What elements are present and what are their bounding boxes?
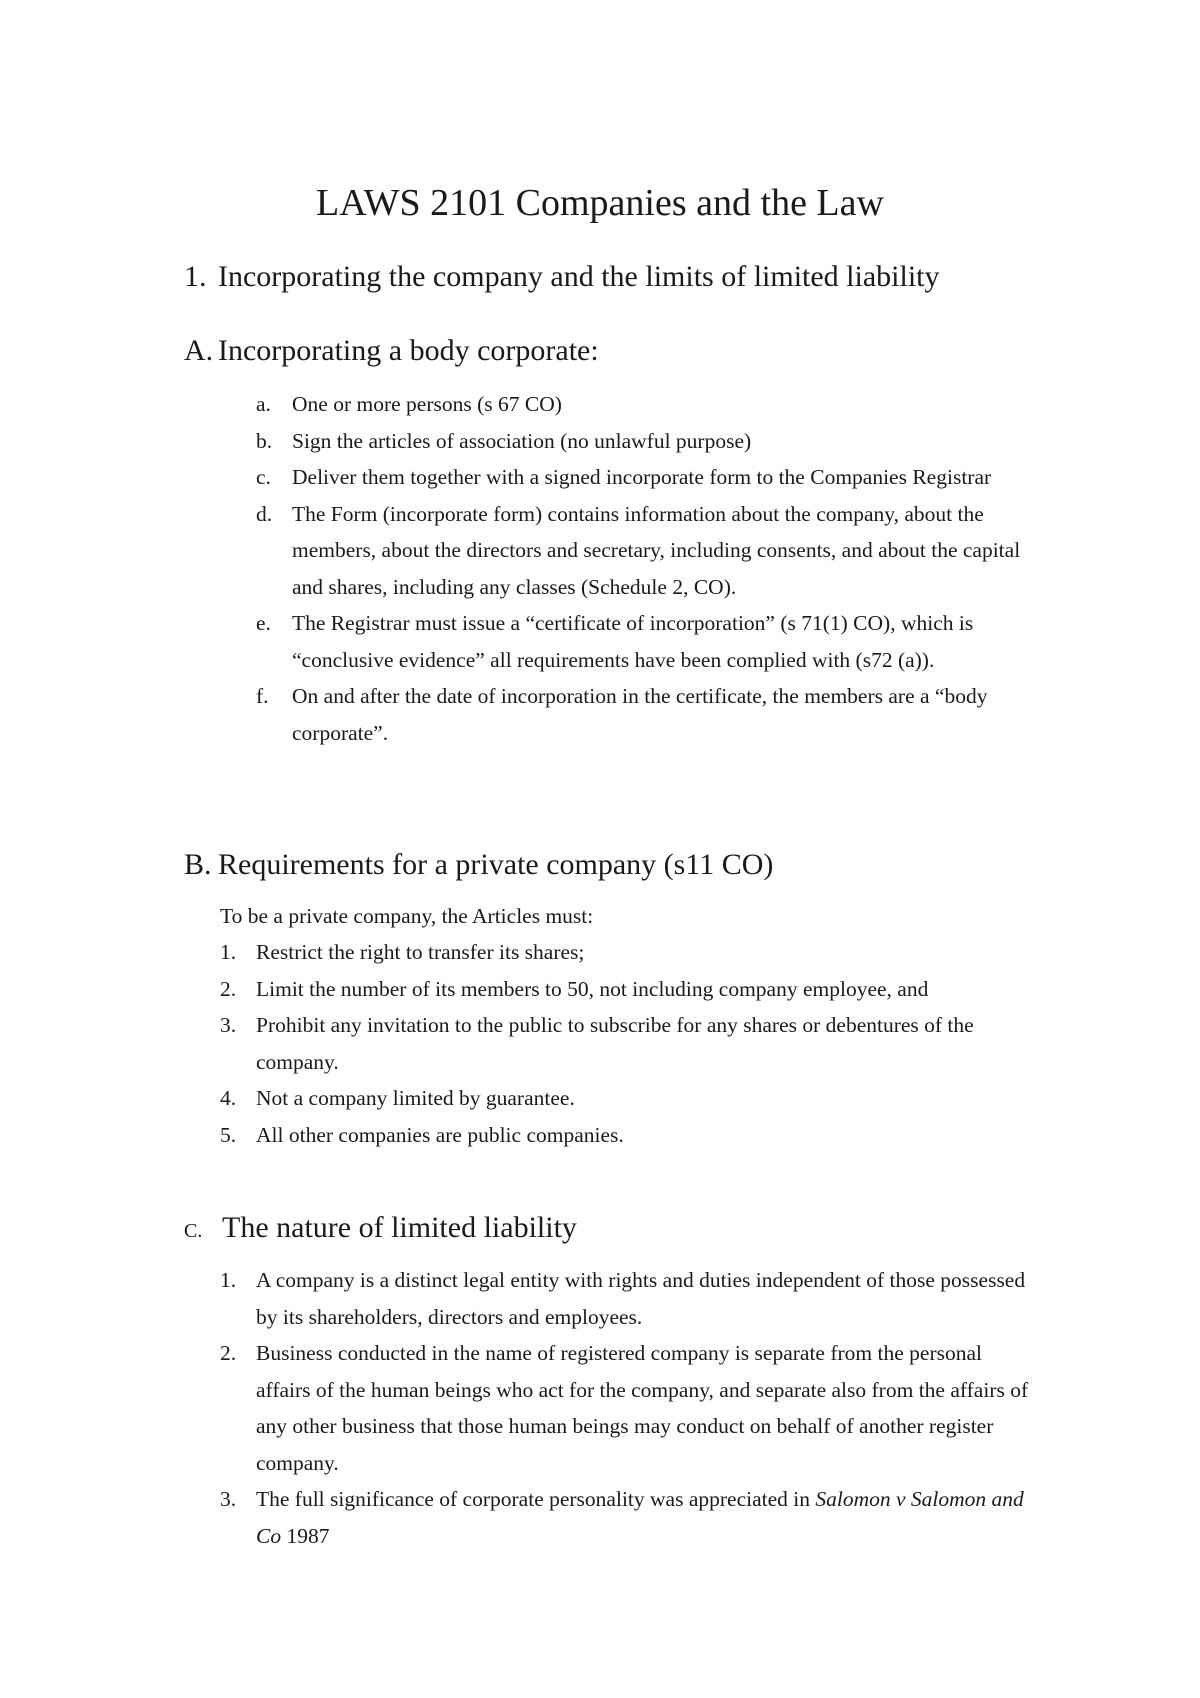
list-marker: a. xyxy=(256,392,271,416)
list-item-text: Deliver them together with a signed incorporate form to the Companies Registrar xyxy=(292,465,992,489)
list-marker: 4. xyxy=(220,1086,237,1110)
section-1-title: Incorporating the company and the limits of limited liability xyxy=(218,260,940,293)
list-item-text: A company is a distinct legal entity with rights and duties independent of those possessed by its shareholders, directors and employees. xyxy=(256,1268,1026,1329)
list-item-text: Limit the number of its members to 50, not including company employee, and xyxy=(256,976,929,1001)
list-item-text: On and after the date of incorporation in the certificate, the members are a “body corporate”. xyxy=(292,684,988,745)
section-1-heading xyxy=(184,258,940,296)
section-a-list xyxy=(256,386,1036,751)
section-c-number: C. xyxy=(184,1220,203,1242)
list-item-text: Restrict the right to transfer its shares; xyxy=(256,940,585,964)
list-item xyxy=(220,971,1040,1008)
list-item-text: Business conducted in the name of registered company is separate from the personal affairs of the human beings who act for the company, and separate also from the affairs of any other business that those human beings may conduct on behalf of another register company. xyxy=(256,1341,1029,1475)
list-marker: d. xyxy=(256,501,273,526)
list-item-text: The Form (incorporate form) contains information about the company, about the members, about the directors and secretary, including consents, and about the capital and shares, including any classes (Schedule 2, CO). xyxy=(292,501,1021,599)
list-marker: 3. xyxy=(220,1013,237,1037)
section-a-number: A. xyxy=(184,334,214,367)
list-item xyxy=(220,1262,1040,1335)
section-c-list xyxy=(220,1262,1040,1554)
section-a-title: Incorporating a body corporate: xyxy=(218,334,599,367)
list-item xyxy=(256,678,1036,751)
list-item-text: Prohibit any invitation to the public to subscribe for any shares or debentures of the company. xyxy=(256,1013,974,1074)
list-item-text-after: 1987 xyxy=(281,1523,330,1548)
list-item xyxy=(256,386,1036,423)
section-a-heading xyxy=(184,332,599,370)
list-item-text: Not a company limited by guarantee. xyxy=(256,1086,575,1110)
list-item xyxy=(220,1481,1040,1554)
list-marker: 1. xyxy=(220,1268,237,1292)
section-b-heading xyxy=(184,846,773,884)
list-item xyxy=(220,1080,1040,1117)
list-marker: 1. xyxy=(220,940,237,964)
list-marker: 2. xyxy=(220,1341,237,1365)
list-item-text: The Registrar must issue a “certificate of incorporation” (s 71(1) CO), which is “conclusive evidence” all requirements have been complied with (s72 (a)). xyxy=(292,611,974,672)
list-item xyxy=(256,459,1036,496)
list-item-text: Sign the articles of association (no unlawful purpose) xyxy=(292,428,752,453)
list-item xyxy=(220,1117,1040,1154)
list-item xyxy=(256,496,1036,606)
list-item xyxy=(256,423,1036,460)
list-marker: f. xyxy=(256,684,269,708)
list-item-text: All other companies are public companies. xyxy=(256,1122,624,1147)
section-1-number: 1. xyxy=(184,260,207,293)
section-b-number: B. xyxy=(184,848,212,881)
list-item xyxy=(220,1335,1040,1481)
list-item xyxy=(256,605,1036,678)
section-c-heading xyxy=(184,1209,577,1250)
list-item-text-before: The full significance of corporate personality was appreciated in xyxy=(256,1487,816,1511)
section-b-intro: To be a private company, the Articles must: xyxy=(220,904,594,928)
section-c-title: The nature of limited liability xyxy=(222,1211,577,1244)
list-item xyxy=(220,934,1040,971)
document-title: LAWS 2101 Companies and the Law xyxy=(316,182,884,224)
section-b-list xyxy=(220,934,1040,1153)
list-item-text: One or more persons (s 67 CO) xyxy=(292,392,562,416)
section-b-title: Requirements for a private company (s11 CO) xyxy=(218,848,774,881)
list-marker: 2. xyxy=(220,976,237,1001)
list-item xyxy=(220,1007,1040,1080)
list-marker: e. xyxy=(256,611,271,635)
list-marker: b. xyxy=(256,428,273,453)
list-marker: 3. xyxy=(220,1487,237,1511)
case-name: Salomon v Salomon and Co xyxy=(256,1487,1024,1548)
list-marker: c. xyxy=(256,465,271,489)
list-marker: 5. xyxy=(220,1122,237,1147)
